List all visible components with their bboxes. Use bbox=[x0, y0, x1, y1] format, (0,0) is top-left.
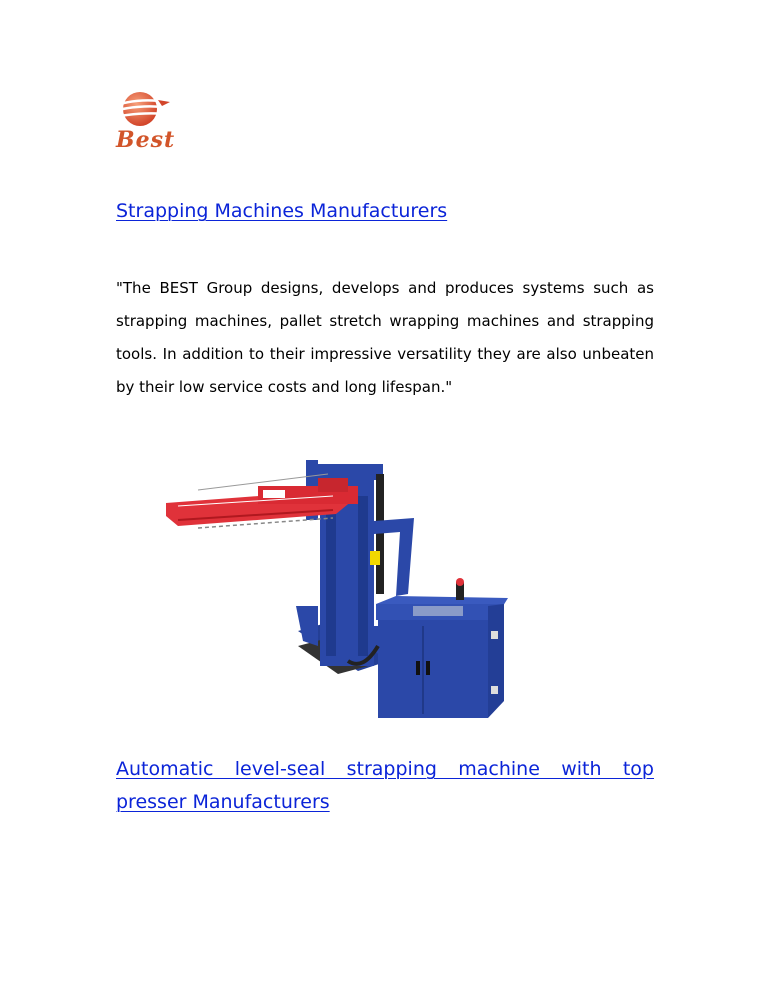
strapping-machine-illustration-icon bbox=[158, 456, 514, 726]
heading-link-level-seal-machine[interactable]: Automatic level-seal strapping machine with top presser Manufacturers bbox=[116, 758, 654, 813]
intro-paragraph: "The BEST Group designs, develops and produces systems such as strapping machines, pallet stretch wrapping machines and strapping tools. In addition to their impressive versatility they are also unbeaten by their low service costs and long lifespan." bbox=[116, 279, 654, 396]
product-heading[interactable] bbox=[116, 753, 654, 819]
logo-wordmark: Best bbox=[116, 127, 176, 153]
heading-link-strapping-machines[interactable]: Strapping Machines Manufacturers bbox=[116, 200, 448, 222]
page-title[interactable] bbox=[116, 200, 447, 222]
